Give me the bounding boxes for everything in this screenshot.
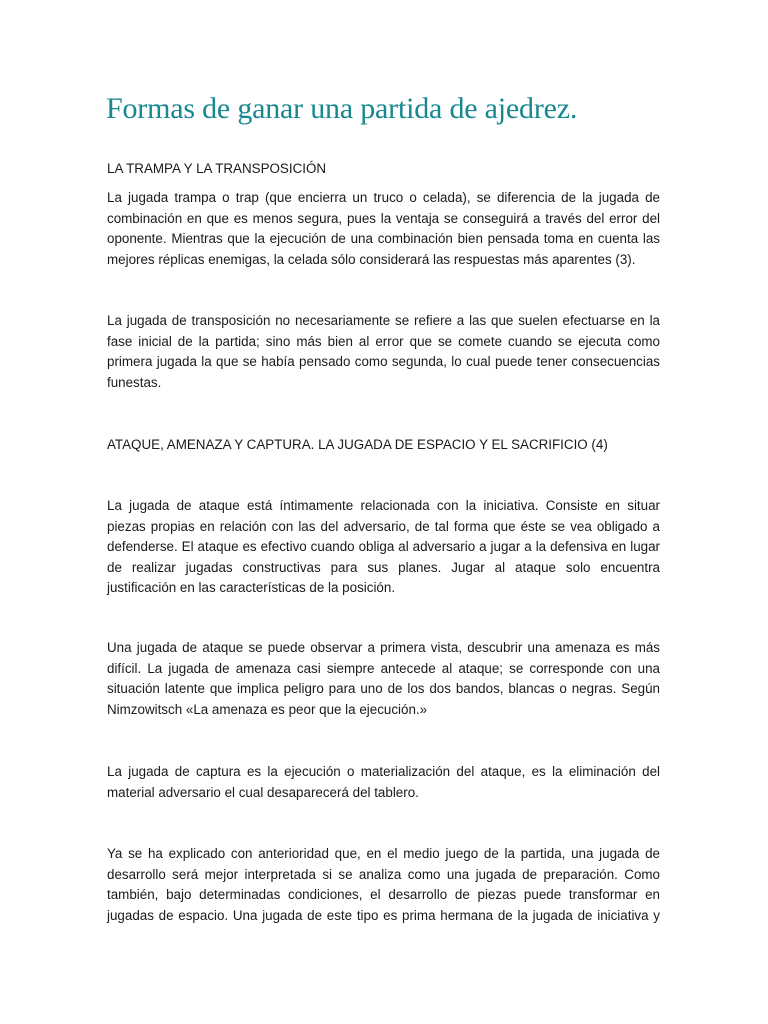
paragraph-ataque: La jugada de ataque está íntimamente relacionada con la iniciativa. Consiste en situar piezas propias en relación con las del adversario, de tal forma que éste se vea obligado a defenderse. El ataque es efectivo cuando obliga al adversario a jugar a la defensiva en lugar de realizar jugadas constructivas para sus planes. Jugar al ataque solo encuentra justificación en las características de la posición.	[107, 498, 660, 596]
paragraph-amenaza: Una jugada de ataque se puede observar a primera vista, descubrir una amenaza es más difícil. La jugada de amenaza casi siempre antecede al ataque; se corresponde con una situación latente que implica peligro para uno de los dos bandos, blancas o negras. Según Nimzowitsch «La amenaza es peor que la ejecución.»	[107, 640, 660, 717]
document-title: Formas de ganar una partida de ajedrez.	[106, 92, 578, 125]
paragraph-trampa: La jugada trampa o trap (que encierra un truco o celada), se diferencia de la jugada de combinación en que es menos segura, pues la ventaja se conseguirá a través del error del oponente. Mientras que la ejecución de una combinación bien pensada toma en cuenta las mejores réplicas enemigas, la celada sólo considerará las respuestas más aparentes (3).	[107, 190, 660, 267]
section-heading-trampa: LA TRAMPA Y LA TRANSPOSICIÓN	[107, 161, 327, 176]
section-heading-ataque: ATAQUE, AMENAZA Y CAPTURA. LA JUGADA DE ESPACIO Y EL SACRIFICIO (4)	[107, 437, 608, 452]
paragraph-transposicion: La jugada de transposición no necesariamente se refiere a las que suelen efectuarse en la fase inicial de la partida; sino más bien al error que se comete cuando se ejecuta como primera jugada la que se había pensado como segunda, lo cual puede tener consecuencias funestas.	[107, 313, 660, 390]
paragraph-captura: La jugada de captura es la ejecución o materialización del ataque, es la eliminación del material adversario el cual desaparecerá del tablero.	[107, 764, 660, 800]
paragraph-espacio: Ya se ha explicado con anterioridad que, en el medio juego de la partida, una jugada de desarrollo será mejor interpretada si se analiza como una jugada de preparación. Como también, bajo determinadas condiciones, el desarrollo de piezas puede transformar en jugadas de espacio. Una jugada de este tipo es prima hermana de la jugada de iniciativa y	[107, 846, 660, 923]
